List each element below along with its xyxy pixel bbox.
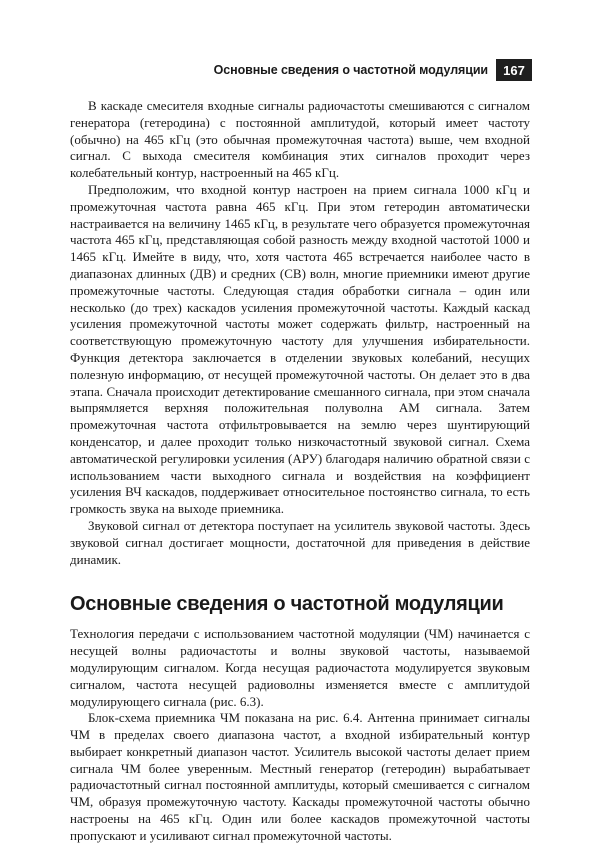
running-header [60, 58, 532, 82]
body-paragraph: В каскаде смесителя входные сигналы радиочастоты смешиваются с сигналом генератора (гетеродина) с постоянной амплитудой, который имеет частоту (обычно) на 465 кГц (это обычная промежуточная частота) выше, чем входной сигнал. С выхода смесителя комбинация этих сигналов проходит через колебательный контур, настроенный на 465 кГц. [70, 98, 530, 181]
body-paragraph: Технология передачи с использованием частотной модуляции (ЧМ) начинается с несущей волны радиочастоты и волны звуковой частоты, называемой модулирующим сигналом. Когда несущая радиочастота модулируется звуковым сигналом, частота несущей радиоволны изменяется вместе с амплитудой модулирующего сигнала (рис. 6.3). [70, 626, 530, 709]
page-number-badge: 167 [496, 59, 532, 81]
body-paragraph: Звуковой сигнал от детектора поступает на усилитель звуковой частоты. Здесь звуковой сигнал достигает мощности, достаточной для приведения в действие динамик. [70, 517, 530, 567]
body-paragraph: Блок-схема приемника ЧМ показана на рис. 6.4. Антенна принимает сигналы ЧМ в пределах своего диапазона частот, а входной избирательный контур выбирает конкретный диапазон частот. Усилитель высокой частоты делает прием сигнала ЧМ более уверенным. Местный генератор (гетеродин) вырабатывает радиочастотный сигнал постоянной амплитуды, который смешивается с сигналом ЧМ, образуя промежуточную частоту. Каскады промежуточной частоты обычно настроены на 465 кГц. Один или более каскадов промежуточной частоты пропускают и усиливают сигнал промежуточной частоты. [70, 710, 530, 843]
body-paragraph: Предположим, что входной контур настроен на прием сигнала 1000 кГц и промежуточная частота равна 465 кГц. При этом гетеродин автоматически настраивается на величину 1465 кГц, в результате чего образуется промежуточная частота 465 кГц, представляющая собой разность между входной частотой 1000 и 1465 кГц. Имейте в виду, что, хотя частота 465 встречается наиболее часто в диапазонах длинных (ДВ) и средних (СВ) волн, многие приемники имеют другие промежуточные частоты. Следующая стадия обработки сигнала – один или несколько (до трех) каскадов усиления промежуточной частоты. Каждый каскад усиления промежуточной частоты может содержать фильтр, настроенный на соответствующую промежуточную частоту для улучшения избирательности. Функция детектора заключается в отделении звуковых колебаний, несущих полезную информацию, от несущей промежуточной частоты. Он делает это в два этапа. Сначала происходит детектирование смешанного сигнала, при этом сначала выпрямляется верхняя положительная полуволна АМ сигнала. Затем промежуточная частота отфильтровывается на землю через шунтирующий конденсатор, и далее проходит только низкочастотный звуковой сигнал. Схема автоматической регулировки усиления (АРУ) благодаря наличию обратной связи с использованием части выходного сигнала и воздействия на коэффициент усиления ВЧ каскадов, поддерживает относительное постоянство сигнала, то есть громкость звука на выходе приемника. [70, 181, 530, 517]
section-heading: Основные сведения о частотной модуляции [70, 593, 504, 616]
running-title: Основные сведения о частотной модуляции [213, 63, 488, 77]
page-body [70, 98, 530, 845]
